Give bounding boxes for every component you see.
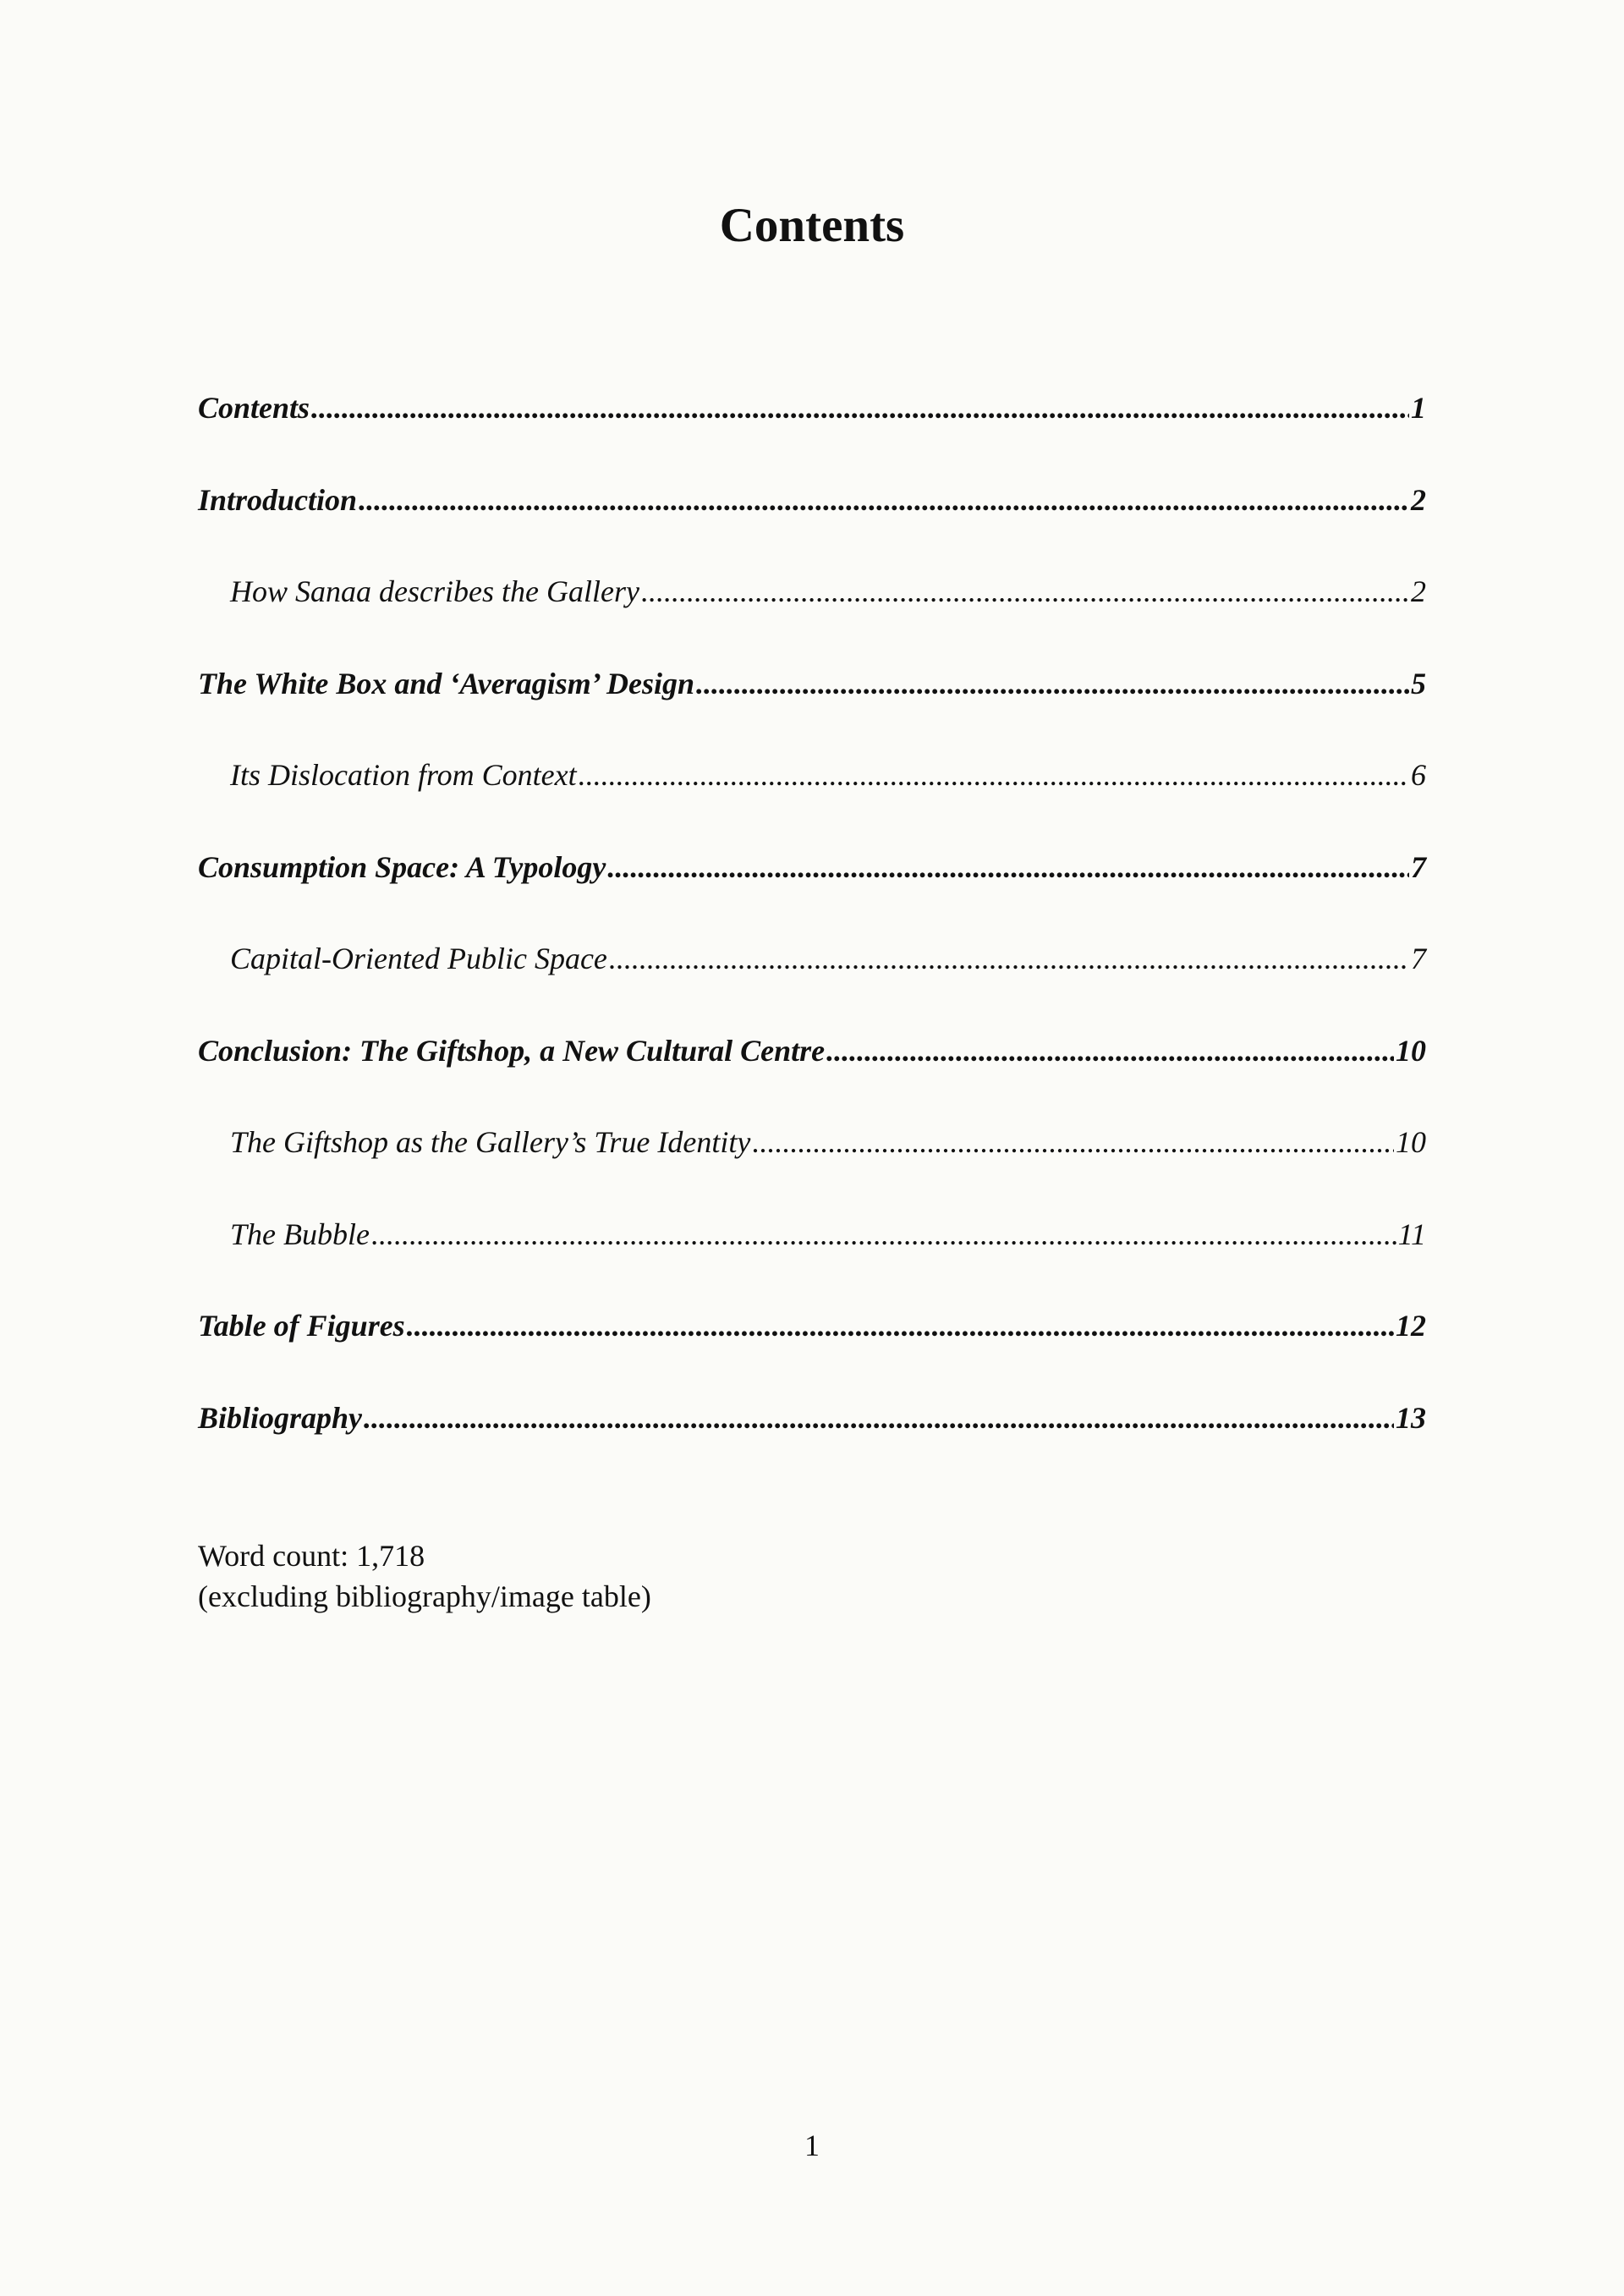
toc-entry-label: How Sanaa describes the Gallery [230, 574, 639, 608]
toc-dot-leader [696, 655, 1409, 712]
toc-dot-leader [579, 746, 1409, 804]
toc-entry-page: 12 [1396, 1309, 1426, 1343]
toc-entry-white-box[interactable] [198, 655, 1426, 747]
toc-dot-leader [607, 838, 1409, 896]
toc-dot-leader [752, 1113, 1394, 1171]
toc-dot-leader [407, 1297, 1394, 1354]
toc-entry-label: Bibliography [198, 1400, 363, 1435]
toc-entry-page: 11 [1397, 1217, 1426, 1251]
toc-entry-label: Conclusion: The Giftshop, a New Cultural Centre [198, 1033, 826, 1068]
toc-entry-label: Table of Figures [198, 1309, 405, 1343]
toc-dot-leader [359, 471, 1409, 529]
toc-dot-leader [311, 379, 1409, 437]
toc-entry-consumption-space[interactable] [198, 838, 1426, 931]
toc-entry-capital-oriented[interactable] [198, 930, 1426, 1022]
toc-entry-how-sanaa-describes[interactable] [198, 563, 1426, 655]
word-count-exclusion-note: (excluding bibliography/image table) [198, 1579, 651, 1613]
toc-dot-leader [609, 930, 1409, 987]
toc-entry-introduction[interactable] [198, 471, 1426, 563]
toc-entry-bubble[interactable] [198, 1206, 1426, 1298]
toc-entry-giftshop-identity[interactable] [198, 1113, 1426, 1206]
toc-entry-dislocation[interactable] [198, 746, 1426, 838]
toc-entry-label: Introduction [198, 482, 358, 517]
toc-entry-label: Consumption Space: A Typology [198, 849, 606, 884]
toc-entry-label: Its Dislocation from Context [230, 758, 577, 792]
toc-dot-leader [364, 1389, 1394, 1447]
toc-entry-page: 7 [1411, 942, 1426, 975]
toc-entry-label: The White Box and ‘Averagism’ Design [198, 666, 695, 700]
toc-entry-conclusion[interactable] [198, 1022, 1426, 1114]
toc-entry-contents[interactable] [198, 379, 1426, 471]
toc-entry-label: The Bubble [230, 1217, 370, 1251]
page-title: Contents [719, 199, 905, 252]
table-of-contents [198, 379, 1426, 1480]
toc-entry-table-of-figures[interactable] [198, 1297, 1426, 1389]
toc-entry-label: Contents [198, 391, 310, 425]
toc-entry-page: 10 [1396, 1033, 1426, 1068]
toc-entry-page: 6 [1411, 758, 1426, 792]
toc-entry-bibliography[interactable] [198, 1389, 1426, 1481]
toc-dot-leader [641, 563, 1409, 620]
word-count-line: Word count: 1,718 [198, 1539, 425, 1573]
toc-entry-label: The Giftshop as the Gallery’s True Identity [230, 1125, 751, 1159]
toc-entry-page: 2 [1411, 574, 1426, 608]
toc-entry-label: Capital-Oriented Public Space [230, 942, 607, 975]
page-number: 1 [804, 2128, 820, 2162]
toc-dot-leader [826, 1022, 1394, 1079]
toc-entry-page: 10 [1396, 1125, 1426, 1159]
toc-dot-leader [371, 1206, 1396, 1263]
toc-entry-page: 2 [1411, 482, 1426, 517]
toc-entry-page: 7 [1411, 849, 1426, 884]
toc-entry-page: 13 [1396, 1400, 1426, 1435]
toc-entry-page: 1 [1411, 391, 1426, 425]
toc-entry-page: 5 [1411, 666, 1426, 700]
word-count-note [198, 1535, 651, 1617]
